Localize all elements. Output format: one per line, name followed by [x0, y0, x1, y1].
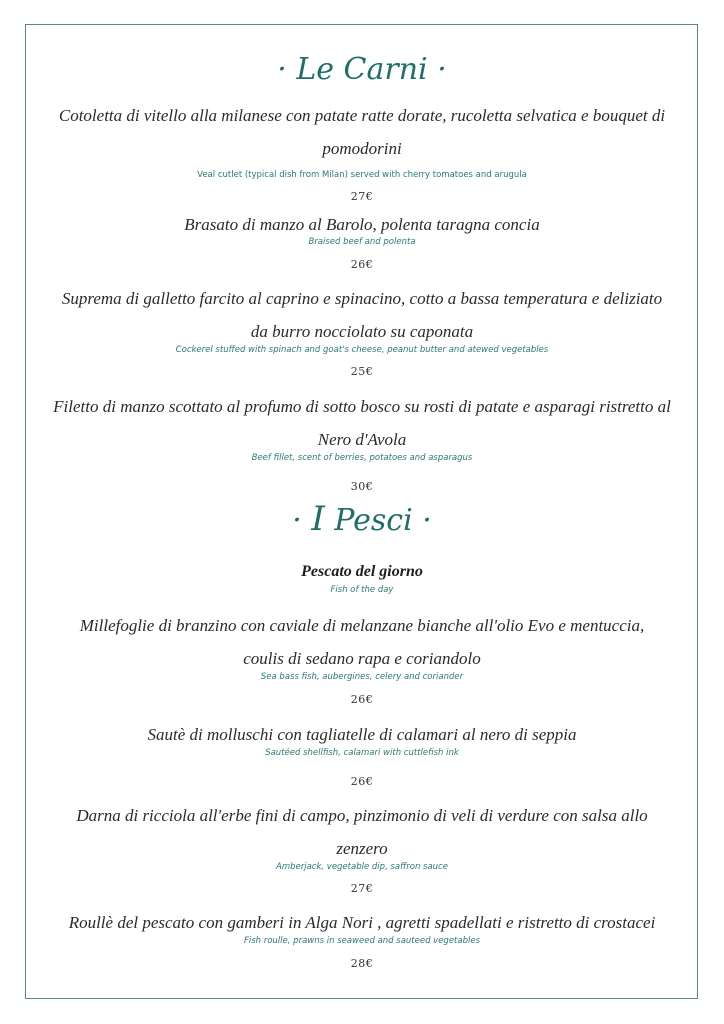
dish-price: 30€: [350, 480, 374, 493]
dish-translation: Amberjack, vegetable dip, saffron sauce: [276, 862, 448, 872]
title-dot-left: ·: [292, 503, 302, 538]
dish-name: Roullè del pescato con gamberi in Alga Nori , agretti spadellati e ristretto di crostacei: [68, 913, 656, 932]
section-title-carni: [0, 52, 724, 87]
dish-name: Filetto di manzo scottato al profumo di sotto bosco su rosti di patate e asparagi ristretto al: [53, 397, 671, 416]
dish-translation: Veal cutlet (typical dish from Milan) served with cherry tomatoes and arugula: [197, 170, 527, 180]
dish-translation: Cockerel stuffed with spinach and goat's cheese, peanut butter and atewed vegetables: [175, 345, 549, 355]
section-title-text: Pesci: [334, 503, 413, 538]
dish-name: Brasato di manzo al Barolo, polenta taragna concia: [184, 215, 540, 234]
dish-translation: Fish roulle, prawns in seaweed and sauteed vegetables: [243, 936, 481, 946]
section-title-initial: I: [311, 499, 325, 539]
dish-name-cont: da burro nocciolato su caponata: [250, 322, 474, 341]
dish-name-cont: coulis di sedano rapa e coriandolo: [243, 649, 481, 668]
dish-name: Cotoletta di vitello alla milanese con patate ratte dorate, rucoletta selvatica e bouquet di: [58, 106, 666, 125]
title-dot-left: ·: [277, 52, 287, 87]
title-dot-right: ·: [437, 52, 447, 87]
dish-price: 27€: [350, 190, 374, 203]
catch-of-day-translation: Fish of the day: [330, 585, 394, 595]
dish-name: Sautè di molluschi con tagliatelle di calamari al nero di seppia: [147, 725, 577, 744]
dish-translation: Sautéed shellfish, calamari with cuttlefish ink: [265, 748, 459, 758]
dish-price: 25€: [350, 365, 374, 378]
dish-name: Suprema di galletto farcito al caprino e spinacino, cotto a bassa temperatura e deliziato: [61, 289, 663, 308]
section-title-text: Le Carni: [296, 52, 428, 87]
dish-translation: Braised beef and polenta: [308, 237, 416, 247]
dish-price: 27€: [350, 882, 374, 895]
dish-price: 26€: [350, 693, 374, 706]
dish-name: Millefoglie di branzino con caviale di melanzane bianche all'olio Evo e mentuccia,: [79, 616, 645, 635]
catch-of-day-name: Pescato del giorno: [301, 563, 423, 580]
dish-translation: Beef fillet, scent of berries, potatoes and asparagus: [251, 453, 473, 463]
dish-name-cont: Nero d'Avola: [317, 430, 407, 449]
dish-price: 26€: [350, 775, 374, 788]
dish-name: Darna di ricciola all'erbe fini di campo, pinzimonio di veli di verdure con salsa allo: [76, 806, 648, 825]
title-dot-right: ·: [422, 503, 432, 538]
dish-name-cont: pomodorini: [322, 139, 402, 158]
dish-translation: Sea bass fish, aubergines, celery and coriander: [260, 672, 464, 682]
section-title-pesci: [0, 499, 724, 539]
dish-name-cont: zenzero: [336, 839, 388, 858]
dish-price: 28€: [350, 957, 374, 970]
dish-price: 26€: [350, 258, 374, 271]
